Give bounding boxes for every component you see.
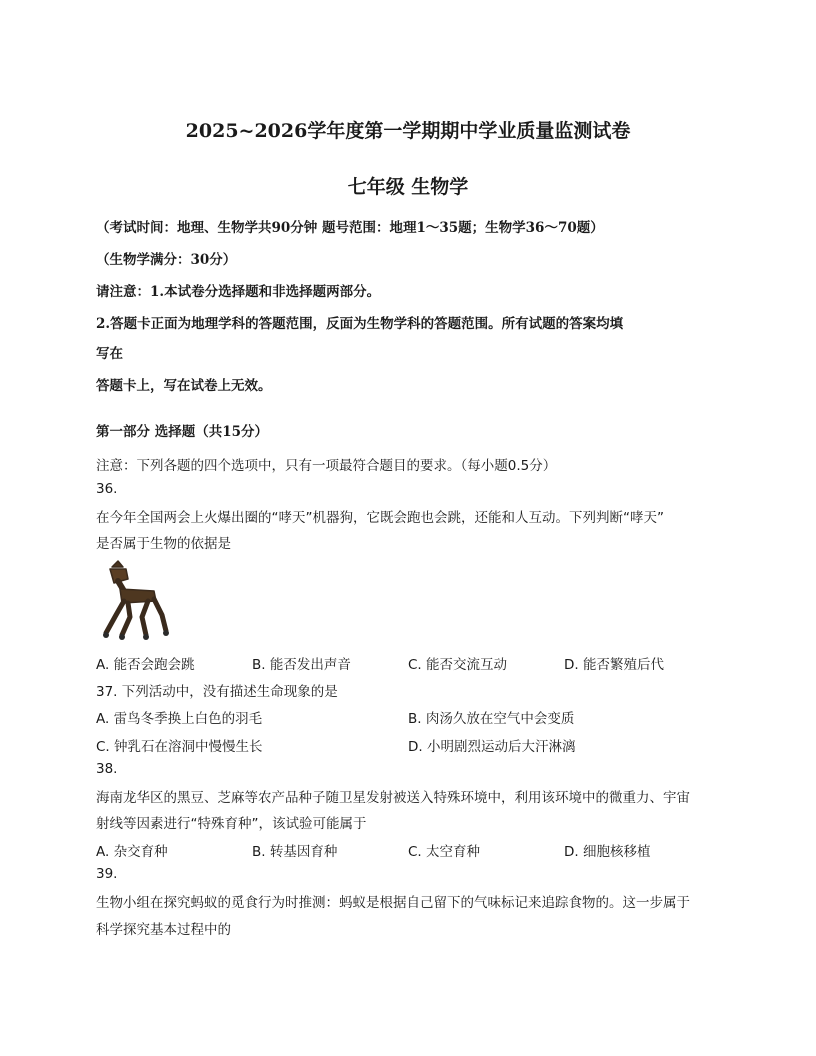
q37-option-a: A. 雷鸟冬季换上白色的羽毛 <box>96 711 263 727</box>
q38-option-c: C. 太空育种 <box>408 844 481 860</box>
section-note: 注意：下列各题的四个选项中，只有一项最符合题目的要求。（每小题0.5分） <box>96 458 557 474</box>
question-38-number: 38. <box>96 761 118 777</box>
question-36-text-2: 是否属于生物的依据是 <box>96 536 231 552</box>
question-39-text-1: 生物小组在探究蚂蚁的觅食行为时推测：蚂蚁是根据自己留下的气味标记来追踪食物的。这一步属于 <box>96 895 690 911</box>
notice-line-1: 请注意：1.本试卷分选择题和非选择题两部分。 <box>96 284 381 300</box>
q37-option-c: C. 钟乳石在溶洞中慢慢生长 <box>96 739 263 755</box>
robot-dog-image <box>96 557 176 645</box>
question-39-text-2: 科学探究基本过程中的 <box>96 922 231 938</box>
question-37-text: 37. 下列活动中，没有描述生命现象的是 <box>96 684 338 700</box>
question-39-number: 39. <box>96 866 118 882</box>
notice-line-3: 写在 <box>96 346 123 362</box>
question-38-text-2: 射线等因素进行“特殊育种”，该试验可能属于 <box>96 816 367 832</box>
q38-option-a: A. 杂交育种 <box>96 844 168 860</box>
question-36-number: 36. <box>96 481 118 497</box>
exam-title: 2025~2026学年度第一学期期中学业质量监测试卷 <box>185 120 631 142</box>
q36-option-d: D. 能否繁殖后代 <box>564 657 664 673</box>
notice-line-4: 答题卡上，写在试卷上无效。 <box>96 378 272 394</box>
question-36-text-1: 在今年全国两会上火爆出圈的“哮天”机器狗，它既会跑也会跳，还能和人互动。下列判断“哮天” <box>96 510 664 526</box>
q37-option-d: D. 小明剧烈运动后大汗淋漓 <box>408 739 576 755</box>
exam-info-line-1: （考试时间：地理、生物学共90分钟 题号范围：地理1～35题；生物学36～70题） <box>96 220 604 236</box>
exam-info-line-2: （生物学满分：30分） <box>96 252 237 268</box>
q37-option-b: B. 肉汤久放在空气中会变质 <box>408 711 575 727</box>
question-38-text-1: 海南龙华区的黑豆、芝麻等农产品种子随卫星发射被送入特殊环境中，利用该环境中的微重力、宇宙 <box>96 790 690 806</box>
q38-option-b: B. 转基因育种 <box>252 844 338 860</box>
q36-option-c: C. 能否交流互动 <box>408 657 508 673</box>
notice-line-2: 2.答题卡正面为地理学科的答题范围，反面为生物学科的答题范围。所有试题的答案均填 <box>96 316 624 332</box>
exam-subtitle: 七年级 生物学 <box>347 176 469 198</box>
q36-option-b: B. 能否发出声音 <box>252 657 351 673</box>
section-heading: 第一部分 选择题（共15分） <box>96 424 268 440</box>
q36-option-a: A. 能否会跑会跳 <box>96 657 195 673</box>
q38-option-d: D. 细胞核移植 <box>564 844 651 860</box>
